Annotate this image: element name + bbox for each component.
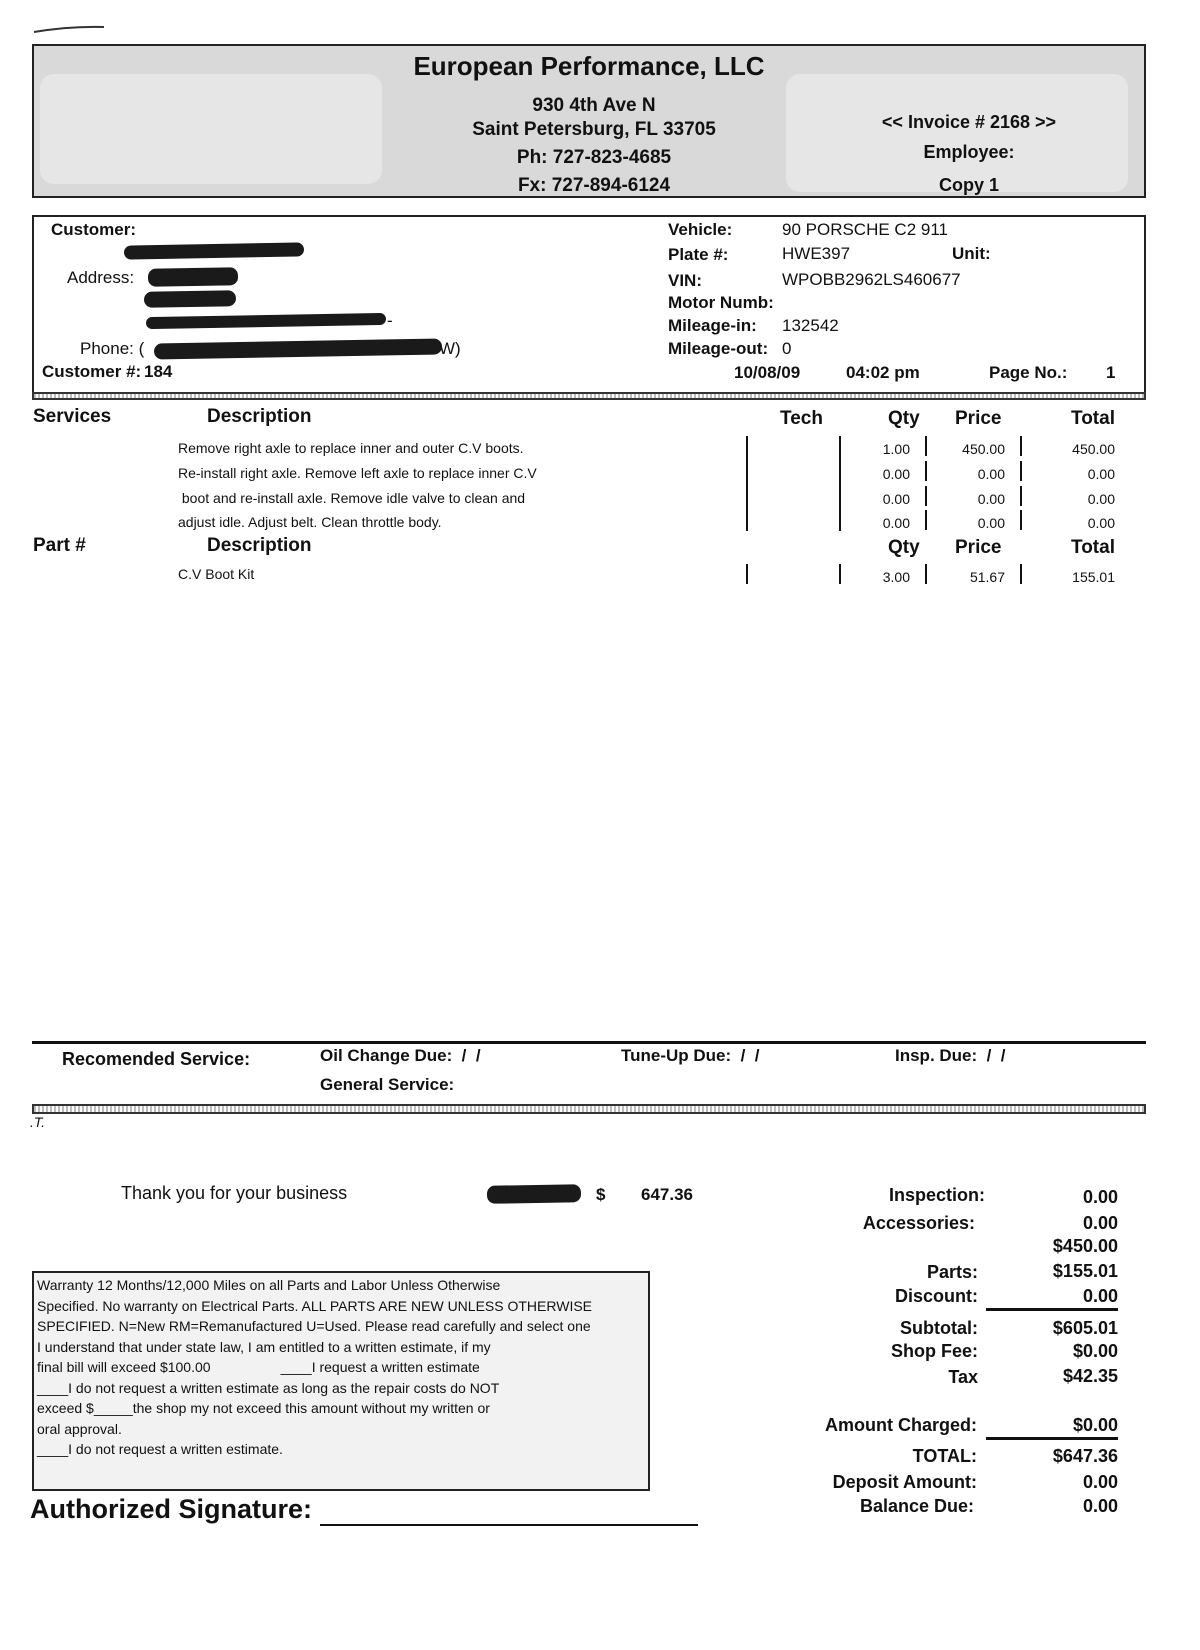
warranty-line: final bill will exceed $100.00 ____I request a written estimate — [37, 1359, 480, 1375]
part-row-price: 51.67 — [969, 569, 1005, 585]
payment-currency: $ — [596, 1185, 606, 1204]
warranty-line: oral approval. — [37, 1420, 122, 1437]
page-number: 1 — [1106, 363, 1116, 382]
service-row-price: 0.00 — [977, 491, 1005, 507]
amount-charged-label: Amount Charged: — [825, 1415, 977, 1435]
vehicle-label: Vehicle: — [668, 220, 733, 239]
plate-value: HWE397 — [782, 244, 851, 263]
column-separator — [925, 564, 927, 584]
column-separator — [746, 564, 748, 584]
customer-vehicle-box — [32, 215, 1146, 395]
company-address-2: Saint Petersburg, FL 33705 — [472, 119, 716, 140]
warranty-line: SPECIFIED. N=New RM=Remanufactured U=Used. Please read carefully and select one — [37, 1318, 591, 1334]
warranty-line: ____I do not request a written estimate as long as the repair costs do NOT — [37, 1379, 500, 1396]
column-separator — [925, 510, 927, 530]
service-row-total: 0.00 — [1087, 491, 1115, 507]
column-separator — [746, 436, 748, 531]
deposit-amount-label: Deposit Amount: — [832, 1472, 977, 1492]
labor-value: $450.00 — [1052, 1236, 1118, 1256]
service-row-qty: 0.00 — [882, 466, 910, 482]
warranty-line: ____I do not request a written estimate. — [37, 1441, 283, 1457]
tax-label: Tax — [948, 1367, 978, 1387]
parts-value: $155.01 — [1052, 1261, 1118, 1281]
pen-mark — [30, 18, 110, 38]
services-description-heading: Description — [207, 406, 312, 427]
inspection-label: Inspection: — [888, 1185, 985, 1205]
discount-label: Discount: — [895, 1286, 978, 1306]
services-heading: Services — [33, 406, 112, 427]
column-separator — [1020, 486, 1022, 506]
parts-total-heading: Total — [1071, 537, 1115, 558]
redacted-address-2 — [144, 290, 236, 308]
discount-value: 0.00 — [1082, 1286, 1118, 1306]
balance-due-label: Balance Due: — [859, 1496, 974, 1516]
column-separator — [839, 436, 841, 531]
shop-fee-label: Shop Fee: — [890, 1341, 978, 1361]
parts-qty-heading: Qty — [888, 537, 920, 558]
inspection-value: 0.00 — [1082, 1187, 1118, 1207]
balance-due-value: 0.00 — [1082, 1496, 1118, 1516]
general-service-label: General Service: — [320, 1075, 455, 1094]
service-row-total: 0.00 — [1087, 466, 1115, 482]
services-price-heading: Price — [955, 408, 1002, 429]
part-row-qty: 3.00 — [882, 569, 910, 585]
redacted-payment-method — [487, 1184, 581, 1204]
service-row-qty: 0.00 — [882, 515, 910, 531]
recommended-divider — [32, 1104, 1146, 1114]
oil-change-due: Oil Change Due: / / — [320, 1046, 481, 1065]
service-row-price: 0.00 — [977, 515, 1005, 531]
subtotal-value: $605.01 — [1052, 1318, 1118, 1338]
service-row-qty: 0.00 — [882, 491, 910, 507]
redacted-customer-name — [124, 242, 304, 259]
customer-number-label: Customer #: — [42, 362, 142, 381]
payment-amount: 647.36 — [641, 1185, 693, 1204]
service-row-text: boot and re-install axle. Remove idle valve to clean and — [178, 490, 526, 506]
vin-value: WPOBB2962LS460677 — [782, 270, 961, 289]
services-tech-heading: Tech — [780, 408, 823, 429]
unit-label: Unit: — [952, 244, 991, 263]
column-separator — [1020, 564, 1022, 584]
company-name: European Performance, LLC — [413, 51, 765, 81]
inspection-due: Insp. Due: / / — [895, 1046, 1006, 1065]
service-row-price: 0.00 — [977, 466, 1005, 482]
signature-line[interactable] — [320, 1524, 698, 1526]
parts-heading: Part # — [33, 535, 86, 556]
deposit-amount-value: 0.00 — [1082, 1472, 1118, 1492]
address-suffix: - — [387, 311, 393, 330]
warranty-line: Specified. No warranty on Electrical Parts. ALL PARTS ARE NEW UNLESS OTHERWISE — [37, 1297, 593, 1314]
authorized-signature-label: Authorized Signature: — [30, 1494, 312, 1524]
company-address-1: 930 4th Ave N — [532, 95, 656, 116]
service-row-total: 0.00 — [1087, 515, 1115, 531]
warranty-line: I understand that under state law, I am entitled to a written estimate, if my — [37, 1338, 491, 1355]
customer-label: Customer: — [51, 220, 137, 239]
column-separator — [839, 564, 841, 584]
column-separator — [925, 486, 927, 506]
invoice-header — [32, 44, 1146, 198]
parts-description-heading: Description — [207, 535, 312, 556]
phone-label: Phone: ( — [80, 339, 145, 358]
service-row-text: Remove right axle to replace inner and outer C.V boots. — [178, 440, 524, 456]
service-row-qty: 1.00 — [882, 441, 910, 457]
part-row-total: 155.01 — [1072, 569, 1115, 585]
mileage-out-value: 0 — [782, 339, 792, 358]
redacted-address-3 — [146, 313, 386, 329]
recommended-top-rule — [32, 1041, 1146, 1044]
service-row-price: 450.00 — [962, 441, 1005, 457]
service-row-text: adjust idle. Adjust belt. Clean throttle body. — [178, 514, 442, 530]
amount-charged-value: $0.00 — [1072, 1415, 1118, 1435]
mileage-in-label: Mileage-in: — [668, 316, 757, 335]
header-left-panel — [40, 74, 382, 184]
invoice-date: 10/08/09 — [734, 363, 801, 382]
vehicle-value: 90 PORSCHE C2 911 — [782, 220, 948, 239]
accessories-label: Accessories: — [862, 1213, 975, 1233]
page-number-label: Page No.: — [989, 363, 1068, 382]
shop-fee-value: $0.00 — [1072, 1341, 1118, 1361]
plate-label: Plate #: — [668, 245, 729, 264]
service-row-text: Re-install right axle. Remove left axle to replace inner C.V — [178, 465, 537, 481]
parts-label: Parts: — [926, 1262, 978, 1282]
total-label: TOTAL: — [912, 1446, 977, 1466]
t-mark: .T. — [30, 1114, 46, 1130]
warranty-line: exceed $_____the shop my not exceed this amount without my written or — [37, 1400, 490, 1416]
discount-underline — [986, 1308, 1118, 1311]
redacted-address-1 — [148, 267, 238, 287]
customer-number: 184 — [144, 362, 173, 381]
company-phone: Ph: 727-823-4685 — [516, 147, 672, 168]
customer-box-divider — [32, 392, 1146, 400]
tax-value: $42.35 — [1062, 1366, 1118, 1386]
column-separator — [925, 436, 927, 456]
redacted-phone — [154, 338, 442, 359]
part-row-text: C.V Boot Kit — [178, 566, 255, 582]
column-separator — [1020, 436, 1022, 456]
column-separator — [1020, 510, 1022, 530]
services-qty-heading: Qty — [888, 408, 920, 429]
vin-label: VIN: — [668, 271, 702, 290]
service-row-total: 450.00 — [1072, 441, 1115, 457]
invoice-time: 04:02 pm — [846, 363, 920, 382]
company-fax: Fx: 727-894-6124 — [517, 175, 671, 196]
employee-label: Employee: — [923, 142, 1015, 162]
column-separator — [925, 461, 927, 481]
invoice-number: << Invoice # 2168 >> — [881, 112, 1057, 132]
motor-number-label: Motor Numb: — [668, 293, 774, 312]
address-label: Address: — [67, 268, 135, 287]
copy-label: Copy 1 — [938, 175, 999, 195]
warranty-line: Warranty 12 Months/12,000 Miles on all Parts and Labor Unless Otherwise — [37, 1277, 501, 1293]
column-separator — [1020, 461, 1022, 481]
tune-up-due: Tune-Up Due: / / — [621, 1046, 760, 1065]
parts-price-heading: Price — [955, 537, 1002, 558]
recommended-service-label: Recomended Service: — [62, 1049, 251, 1069]
subtotal-label: Subtotal: — [900, 1318, 978, 1338]
mileage-in-value: 132542 — [782, 316, 839, 335]
phone-suffix: W) — [439, 339, 461, 358]
mileage-out-label: Mileage-out: — [668, 339, 769, 358]
total-value: $647.36 — [1052, 1446, 1118, 1466]
thank-you-text: Thank you for your business — [121, 1183, 348, 1203]
accessories-value: 0.00 — [1082, 1213, 1118, 1233]
charged-underline — [986, 1437, 1118, 1440]
services-total-heading: Total — [1071, 408, 1115, 429]
warranty-box — [32, 1271, 650, 1491]
